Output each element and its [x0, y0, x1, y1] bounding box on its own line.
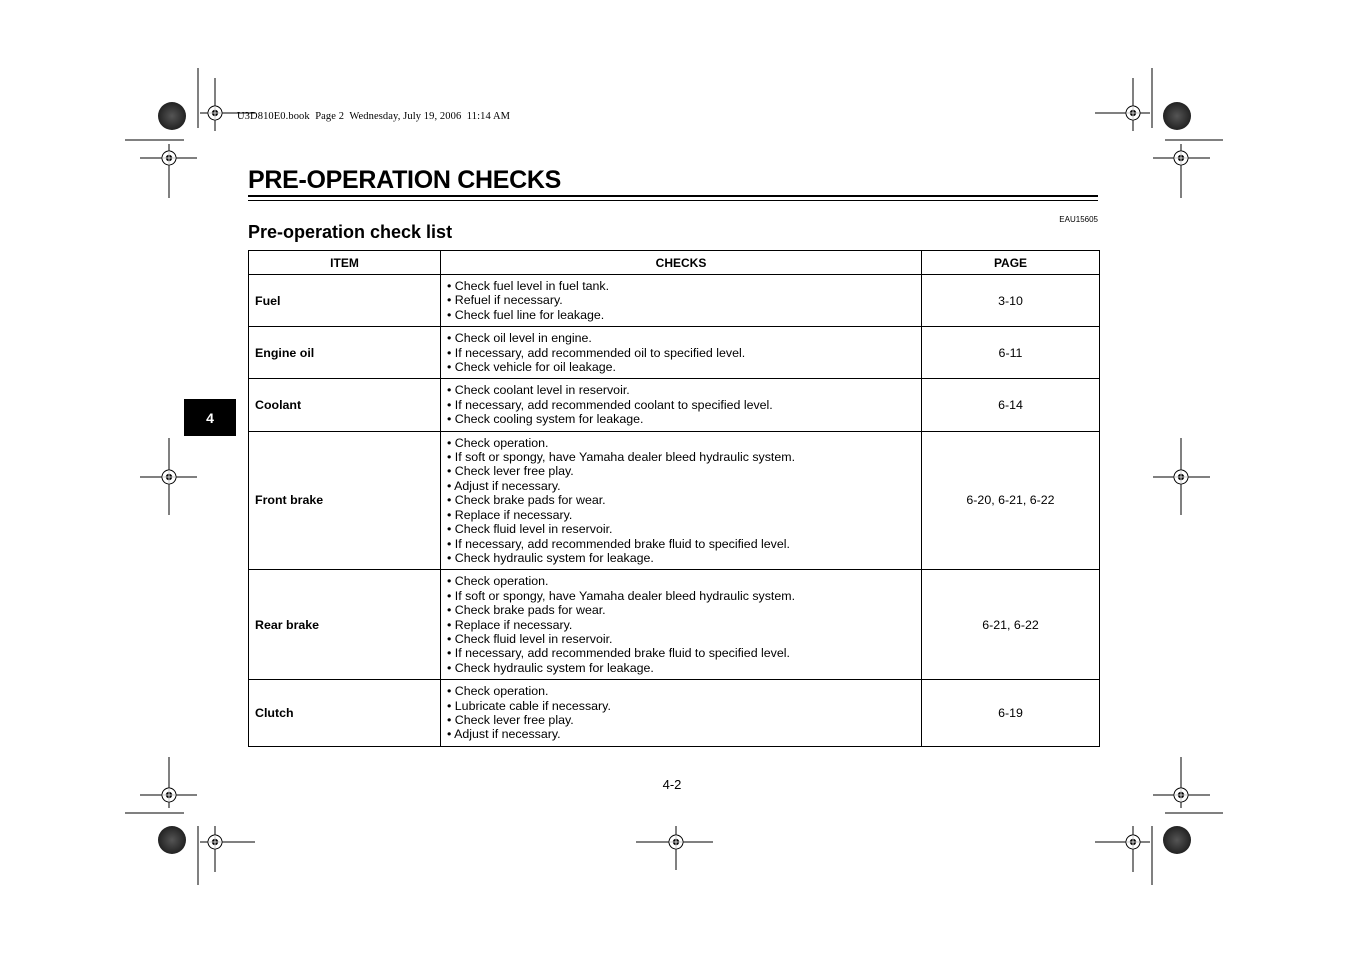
check-item: • If necessary, add recommended brake fluid to specified level.: [447, 536, 790, 551]
table-row: [249, 570, 1100, 680]
check-item: • If soft or spongy, have Yamaha dealer bleed hydraulic system.: [447, 588, 796, 603]
header-page: PAGE: [922, 251, 1100, 275]
crosshair-icon: [208, 835, 222, 849]
check-item: • Check operation.: [447, 684, 549, 699]
check-item: • Check fluid level in reservoir.: [447, 522, 613, 537]
checks-cell: [441, 275, 922, 327]
item-cell: Front brake: [249, 431, 441, 570]
header-item: ITEM: [249, 251, 441, 275]
table-row: [249, 431, 1100, 570]
checks-cell: [441, 431, 922, 570]
crosshair-icon: [1174, 151, 1188, 165]
page-ref-cell: 3-10: [922, 275, 1100, 327]
item-cell: Engine oil: [249, 327, 441, 379]
check-item: • Replace if necessary.: [447, 507, 573, 522]
check-item: • Check fluid level in reservoir.: [447, 631, 613, 646]
item-cell: Coolant: [249, 379, 441, 431]
check-item: • Check lever free play.: [447, 464, 574, 479]
check-item: • Adjust if necessary.: [447, 478, 561, 493]
page-ref-cell: 6-20, 6-21, 6-22: [922, 431, 1100, 570]
check-item: • Check operation.: [447, 435, 549, 450]
print-header: U3D810E0.book Page 2 Wednesday, July 19, 2006 11:14 AM: [237, 111, 511, 122]
check-item: • Check oil level in engine.: [447, 331, 592, 346]
check-item: • Check fuel level in fuel tank.: [447, 279, 610, 293]
table-header-row: [249, 251, 1100, 275]
title-rule-thin: [248, 200, 1098, 201]
checks-cell: [441, 680, 922, 747]
crosshair-icon: [1126, 106, 1140, 120]
checks-cell: [441, 327, 922, 379]
page-number: 4-2: [662, 777, 682, 792]
table-row: [249, 379, 1100, 431]
check-item: • Check fuel line for leakage.: [447, 307, 605, 322]
checks-cell: [441, 570, 922, 680]
page-ref-cell: 6-11: [922, 327, 1100, 379]
check-item: • Check hydraulic system for leakage.: [447, 550, 654, 565]
crosshair-icon: [162, 470, 176, 484]
page-ref-cell: 6-19: [922, 680, 1100, 747]
table-row: [249, 680, 1100, 747]
crosshair-icon: [162, 788, 176, 802]
check-item: • If necessary, add recommended coolant to specified level.: [447, 397, 773, 412]
header-checks: CHECKS: [441, 251, 922, 275]
check-item: • Check coolant level in reservoir.: [447, 383, 630, 398]
check-item: • Check cooling system for leakage.: [447, 412, 644, 427]
table-row: [249, 275, 1100, 327]
print-dot-icon: [1163, 826, 1191, 854]
check-item: • Replace if necessary.: [447, 617, 573, 632]
crosshair-icon: [1126, 835, 1140, 849]
crosshair-icon: [208, 106, 222, 120]
check-item: • Refuel if necessary.: [447, 293, 563, 308]
check-item: • Check brake pads for wear.: [447, 493, 606, 508]
check-item: • If soft or spongy, have Yamaha dealer bleed hydraulic system.: [447, 450, 796, 465]
crosshair-icon: [669, 835, 683, 849]
crosshair-icon: [1174, 470, 1188, 484]
item-cell: Fuel: [249, 275, 441, 327]
check-item: • Adjust if necessary.: [447, 727, 561, 742]
title-rule: [248, 195, 1098, 197]
table-row: [249, 327, 1100, 379]
item-cell: Clutch: [249, 680, 441, 747]
check-item: • Check lever free play.: [447, 712, 574, 727]
checks-cell: [441, 379, 922, 431]
crosshair-icon: [1174, 788, 1188, 802]
page-ref-cell: 6-21, 6-22: [922, 570, 1100, 680]
check-item: • If necessary, add recommended brake fluid to specified level.: [447, 646, 790, 661]
print-dot-icon: [158, 826, 186, 854]
crosshair-icon: [162, 151, 176, 165]
print-dot-icon: [1163, 102, 1191, 130]
item-cell: Rear brake: [249, 570, 441, 680]
section-title: Pre-operation check list: [248, 222, 453, 242]
check-item: • Check hydraulic system for leakage.: [447, 660, 654, 675]
print-dot-icon: [158, 102, 186, 130]
check-item: • If necessary, add recommended oil to specified level.: [447, 345, 746, 360]
check-item: • Lubricate cable if necessary.: [447, 698, 611, 713]
check-item: • Check operation.: [447, 574, 549, 589]
page-ref-cell: 6-14: [922, 379, 1100, 431]
check-item: • Check vehicle for oil leakage.: [447, 360, 616, 375]
doc-code: EAU15605: [1059, 215, 1098, 224]
page-title: PRE-OPERATION CHECKS: [248, 166, 562, 194]
check-item: • Check brake pads for wear.: [447, 603, 606, 618]
chapter-tab: 4: [184, 399, 236, 436]
check-list-table: [248, 250, 1100, 747]
